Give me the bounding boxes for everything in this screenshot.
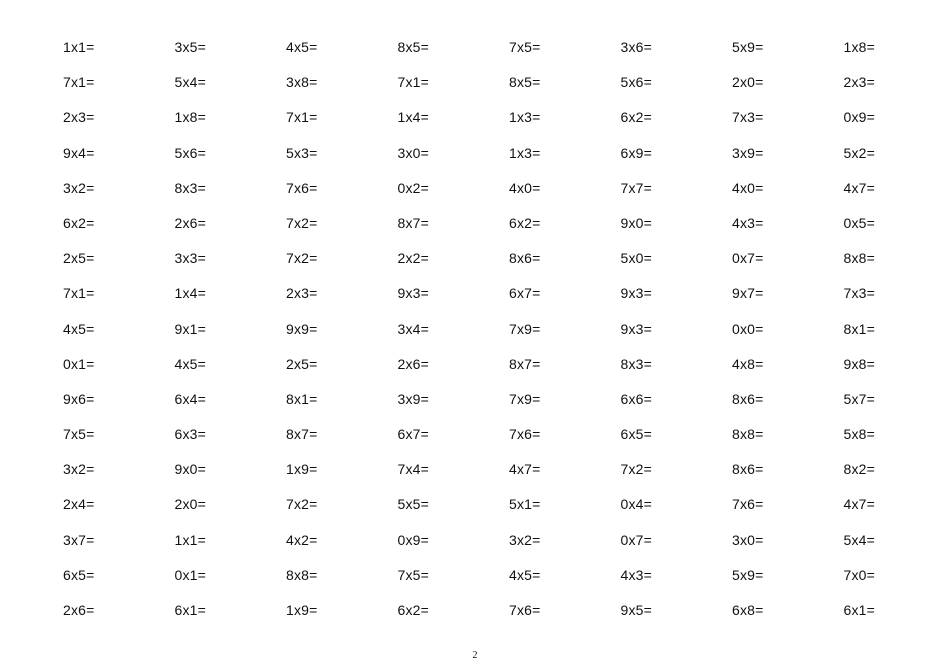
multiplication-problem: 0x9= xyxy=(843,109,876,126)
multiplication-problem: 9x0= xyxy=(174,461,207,478)
multiplication-problem: 4x3= xyxy=(732,214,764,231)
multiplication-problem: 3x9= xyxy=(732,144,764,161)
multiplication-problem: 9x8= xyxy=(843,355,876,372)
multiplication-problem: 9x0= xyxy=(620,214,653,231)
multiplication-problem: 0x1= xyxy=(174,566,207,583)
multiplication-problem: 6x4= xyxy=(174,390,207,407)
multiplication-problem: 7x3= xyxy=(843,285,876,302)
multiplication-problem: 1x9= xyxy=(286,461,318,478)
multiplication-problem-grid xyxy=(63,37,893,635)
multiplication-problem: 0x7= xyxy=(732,250,764,267)
multiplication-problem: 1x3= xyxy=(509,109,541,126)
multiplication-problem: 6x5= xyxy=(63,566,95,583)
multiplication-problem: 9x3= xyxy=(397,285,430,302)
multiplication-problem: 5x6= xyxy=(174,144,207,161)
multiplication-problem: 7x5= xyxy=(397,566,430,583)
multiplication-problem: 7x6= xyxy=(509,426,541,443)
multiplication-problem: 6x7= xyxy=(397,426,430,443)
multiplication-problem: 3x0= xyxy=(397,144,430,161)
multiplication-problem: 7x0= xyxy=(843,566,876,583)
multiplication-problem: 0x2= xyxy=(397,179,430,196)
multiplication-problem: 1x9= xyxy=(286,602,318,618)
multiplication-problem: 6x1= xyxy=(174,602,207,618)
multiplication-problem: 5x7= xyxy=(843,390,876,407)
multiplication-problem: 2x2= xyxy=(397,250,430,267)
multiplication-problem: 7x7= xyxy=(620,179,653,196)
multiplication-problem: 7x9= xyxy=(509,390,541,407)
multiplication-problem: 8x5= xyxy=(509,74,541,91)
multiplication-problem: 7x6= xyxy=(286,179,318,196)
multiplication-problem: 4x8= xyxy=(732,355,764,372)
multiplication-problem: 2x5= xyxy=(286,355,318,372)
multiplication-problem: 9x9= xyxy=(286,320,318,337)
multiplication-problem: 3x3= xyxy=(174,250,207,267)
multiplication-problem: 8x6= xyxy=(509,250,541,267)
multiplication-problem: 9x3= xyxy=(620,285,653,302)
multiplication-problem: 9x7= xyxy=(732,285,764,302)
multiplication-problem: 9x5= xyxy=(620,602,653,618)
multiplication-problem: 5x4= xyxy=(174,74,207,91)
multiplication-problem: 3x9= xyxy=(397,390,430,407)
multiplication-problem: 2x6= xyxy=(174,214,207,231)
multiplication-problem: 4x5= xyxy=(174,355,207,372)
multiplication-problem: 7x5= xyxy=(509,39,541,55)
multiplication-problem: 5x0= xyxy=(620,250,653,267)
multiplication-problem: 9x6= xyxy=(63,390,95,407)
multiplication-problem: 2x6= xyxy=(63,602,95,618)
multiplication-problem: 7x4= xyxy=(397,461,430,478)
multiplication-problem: 5x6= xyxy=(620,74,653,91)
multiplication-problem: 7x3= xyxy=(732,109,764,126)
page-number: 2 xyxy=(472,650,478,661)
multiplication-problem: 2x3= xyxy=(286,285,318,302)
multiplication-problem: 1x1= xyxy=(63,39,95,55)
multiplication-problem: 5x3= xyxy=(286,144,318,161)
multiplication-problem: 2x4= xyxy=(63,496,95,513)
multiplication-problem: 0x9= xyxy=(397,531,430,548)
multiplication-problem: 7x1= xyxy=(63,74,95,91)
multiplication-problem: 2x3= xyxy=(843,74,876,91)
multiplication-problem: 3x6= xyxy=(620,39,653,55)
multiplication-problem: 2x0= xyxy=(174,496,207,513)
multiplication-problem: 7x2= xyxy=(620,461,653,478)
multiplication-problem: 6x5= xyxy=(620,426,653,443)
multiplication-problem: 6x2= xyxy=(620,109,653,126)
multiplication-problem: 7x6= xyxy=(509,602,541,618)
multiplication-problem: 8x7= xyxy=(397,214,430,231)
multiplication-problem: 5x5= xyxy=(397,496,430,513)
multiplication-problem: 7x2= xyxy=(286,250,318,267)
multiplication-problem: 9x1= xyxy=(174,320,207,337)
multiplication-problem: 8x8= xyxy=(732,426,764,443)
multiplication-problem: 8x8= xyxy=(843,250,876,267)
multiplication-problem: 1x4= xyxy=(397,109,430,126)
multiplication-problem: 0x4= xyxy=(620,496,653,513)
multiplication-problem: 2x5= xyxy=(63,250,95,267)
multiplication-problem: 4x0= xyxy=(732,179,764,196)
multiplication-problem: 8x1= xyxy=(843,320,876,337)
multiplication-problem: 5x9= xyxy=(732,39,764,55)
multiplication-problem: 6x9= xyxy=(620,144,653,161)
multiplication-problem: 6x7= xyxy=(509,285,541,302)
multiplication-problem: 6x2= xyxy=(509,214,541,231)
multiplication-problem: 4x5= xyxy=(509,566,541,583)
multiplication-problem: 0x5= xyxy=(843,214,876,231)
multiplication-problem: 4x7= xyxy=(509,461,541,478)
multiplication-problem: 6x2= xyxy=(63,214,95,231)
multiplication-problem: 1x8= xyxy=(174,109,207,126)
multiplication-problem: 5x8= xyxy=(843,426,876,443)
multiplication-problem: 7x5= xyxy=(63,426,95,443)
multiplication-problem: 7x1= xyxy=(286,109,318,126)
multiplication-problem: 4x7= xyxy=(843,496,876,513)
multiplication-problem: 0x0= xyxy=(732,320,764,337)
multiplication-problem: 4x2= xyxy=(286,531,318,548)
multiplication-problem: 5x2= xyxy=(843,144,876,161)
multiplication-problem: 6x8= xyxy=(732,602,764,618)
multiplication-problem: 1x4= xyxy=(174,285,207,302)
multiplication-problem: 6x1= xyxy=(843,602,876,618)
multiplication-problem: 7x1= xyxy=(63,285,95,302)
multiplication-problem: 2x6= xyxy=(397,355,430,372)
multiplication-problem: 5x4= xyxy=(843,531,876,548)
multiplication-problem: 3x2= xyxy=(509,531,541,548)
multiplication-problem: 2x3= xyxy=(63,109,95,126)
multiplication-problem: 0x1= xyxy=(63,355,95,372)
multiplication-problem: 7x6= xyxy=(732,496,764,513)
multiplication-problem: 8x3= xyxy=(620,355,653,372)
multiplication-problem: 3x7= xyxy=(63,531,95,548)
multiplication-problem: 9x3= xyxy=(620,320,653,337)
multiplication-problem: 6x3= xyxy=(174,426,207,443)
multiplication-problem: 9x4= xyxy=(63,144,95,161)
multiplication-problem: 3x2= xyxy=(63,179,95,196)
multiplication-problem: 6x2= xyxy=(397,602,430,618)
multiplication-problem: 8x2= xyxy=(843,461,876,478)
multiplication-problem: 7x1= xyxy=(397,74,430,91)
multiplication-problem: 3x5= xyxy=(174,39,207,55)
multiplication-problem: 6x6= xyxy=(620,390,653,407)
multiplication-problem: 4x0= xyxy=(509,179,541,196)
multiplication-problem: 8x1= xyxy=(286,390,318,407)
multiplication-problem: 8x3= xyxy=(174,179,207,196)
multiplication-problem: 3x8= xyxy=(286,74,318,91)
multiplication-problem: 4x3= xyxy=(620,566,653,583)
multiplication-problem: 8x6= xyxy=(732,461,764,478)
multiplication-problem: 5x9= xyxy=(732,566,764,583)
multiplication-problem: 1x3= xyxy=(509,144,541,161)
multiplication-problem: 5x1= xyxy=(509,496,541,513)
multiplication-problem: 1x1= xyxy=(174,531,207,548)
multiplication-problem: 8x7= xyxy=(286,426,318,443)
multiplication-problem: 2x0= xyxy=(732,74,764,91)
multiplication-problem: 1x8= xyxy=(843,39,876,55)
multiplication-problem: 7x9= xyxy=(509,320,541,337)
multiplication-problem: 3x0= xyxy=(732,531,764,548)
multiplication-problem: 3x4= xyxy=(397,320,430,337)
multiplication-problem: 0x7= xyxy=(620,531,653,548)
multiplication-problem: 8x5= xyxy=(397,39,430,55)
multiplication-problem: 8x6= xyxy=(732,390,764,407)
multiplication-problem: 4x5= xyxy=(286,39,318,55)
multiplication-problem: 4x5= xyxy=(63,320,95,337)
multiplication-problem: 8x8= xyxy=(286,566,318,583)
multiplication-problem: 4x7= xyxy=(843,179,876,196)
multiplication-problem: 8x7= xyxy=(509,355,541,372)
multiplication-problem: 7x2= xyxy=(286,214,318,231)
multiplication-problem: 7x2= xyxy=(286,496,318,513)
multiplication-problem: 3x2= xyxy=(63,461,95,478)
